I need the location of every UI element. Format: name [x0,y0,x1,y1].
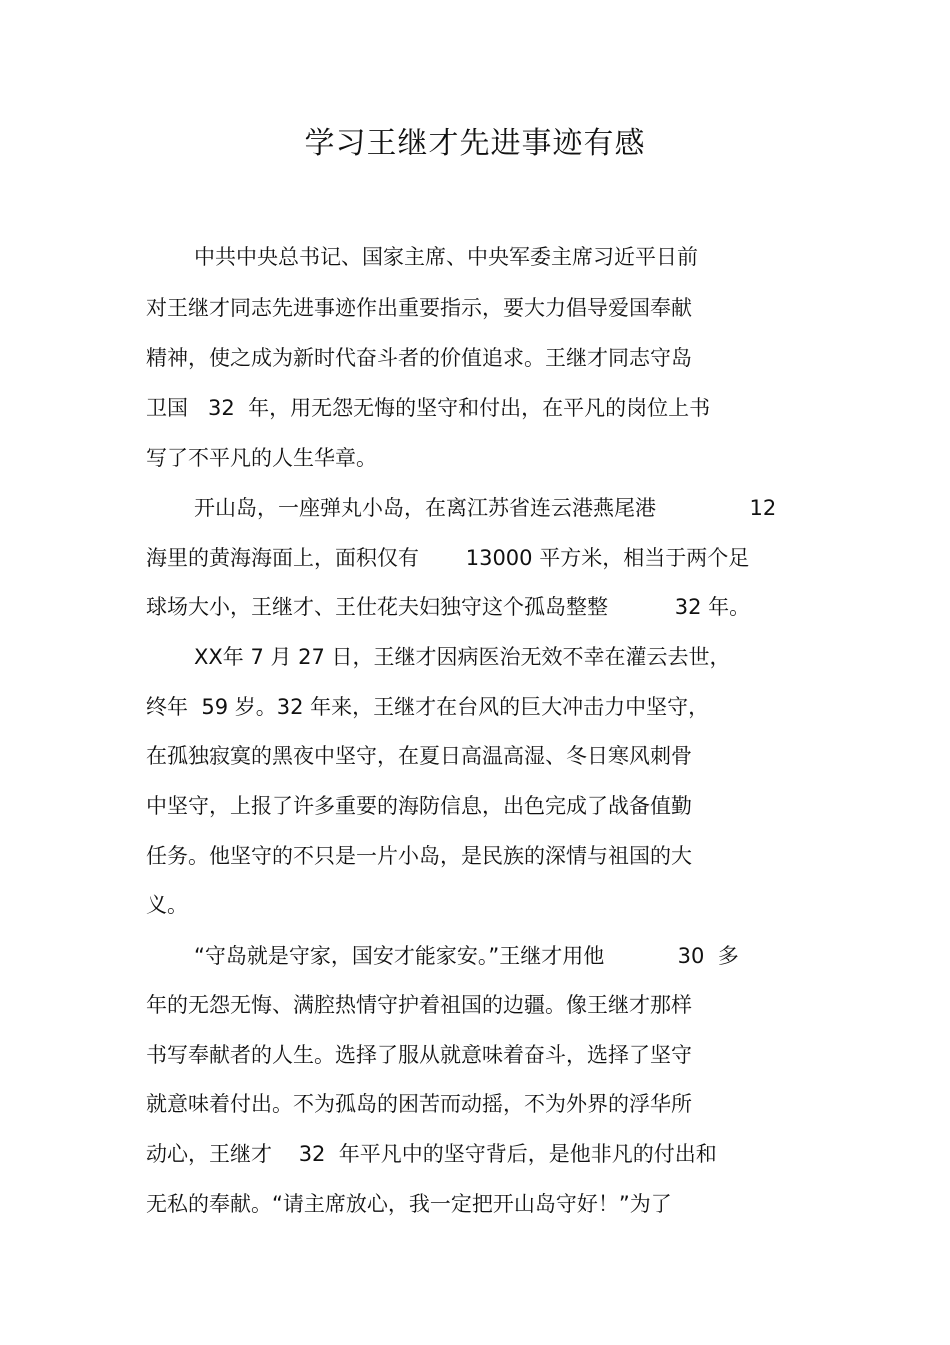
text-line: 任务。他坚守的不只是一片小岛，是民族的深情与祖国的大 [146,844,692,868]
text-line: 开山岛，一座弹丸小岛，在离江苏省连云港燕尾港 12 [194,496,777,520]
text-line: “守岛就是守家，国安才能家安。”王继才用他 30 多 [194,944,739,968]
text-line: 海里的黄海海面上，面积仅有 13000 平方米，相当于两个足 [146,546,750,570]
text-line: 球场大小，王继才、王仕花夫妇独守这个孤岛整整 32 年。 [146,595,751,619]
text-line: 年的无怨无悔、满腔热情守护着祖国的边疆。像王继才那样 [146,993,692,1017]
text-line: 就意味着付出。不为孤岛的困苦而动摇，不为外界的浮华所 [146,1092,692,1116]
document-title: 学习王继才先进事迹有感 [304,126,646,161]
text-line: 卫国 32 年，用无怨无悔的坚守和付出，在平凡的岗位上书 [146,396,711,420]
text-line: 在孤独寂寞的黑夜中坚守，在夏日高温高湿、冬日寒风刺骨 [146,744,692,768]
text-line: 无私的奉献。“请主席放心，我一定把开山岛守好！”为了 [146,1192,672,1216]
text-line: 终年 59 岁。32 年来，王继才在台风的巨大冲击力中坚守， [146,695,710,719]
text-line: XX年 7 月 27 日，王继才因病医治无效不幸在灌云去世， [194,645,731,669]
text-line: 中坚守，上报了许多重要的海防信息，出色完成了战备值勤 [146,794,692,818]
text-line: 中共中央总书记、国家主席、中央军委主席习近平日前 [194,245,698,269]
text-line: 动心，王继才 32 年平凡中的坚守背后，是他非凡的付出和 [146,1142,717,1166]
text-line: 义。 [146,893,188,917]
text-line: 书写奉献者的人生。选择了服从就意味着奋斗，选择了坚守 [146,1043,692,1067]
text-line: 写了不平凡的人生华章。 [146,446,377,470]
text-line: 精神，使之成为新时代奋斗者的价值追求。王继才同志守岛 [146,346,692,370]
text-line: 对王继才同志先进事迹作出重要指示，要大力倡导爱国奉献 [146,296,692,320]
